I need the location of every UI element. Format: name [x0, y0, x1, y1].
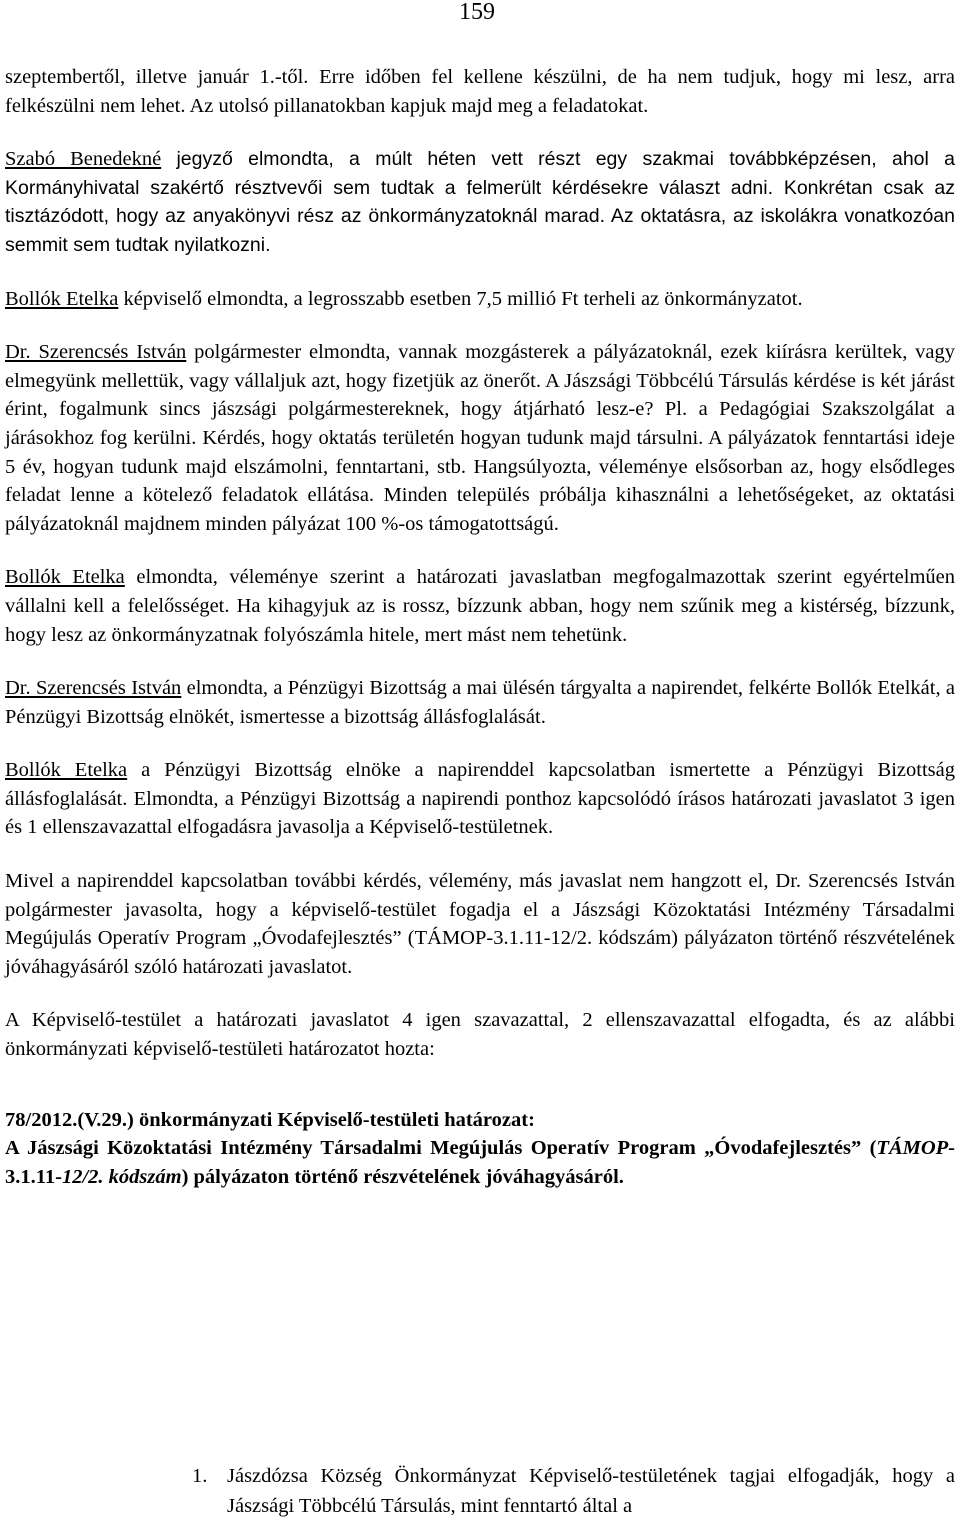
paragraph: [5, 1006, 955, 1063]
paragraph: [5, 563, 955, 649]
page-number: 159: [459, 0, 495, 25]
paragraph-text: a Pénzügyi Bizottság elnöke a napirenddel kapcsolatban ismertette a Pénzügyi Bizottság állásfoglalását. Elmondta, a Pénzügyi Bizottság a napirendi ponthoz kapcsolódó írásos határozati javaslatot 3 igen és 1 ellenszavazattal elfogadásra javasolja a Képviselő-testületnek.: [5, 759, 955, 839]
speaker-name: Szerencsés István: [38, 341, 187, 364]
paragraph: [5, 145, 955, 259]
paragraph-text: elmondta, a Pénzügyi Bizottság a mai ülésén tárgyalta a napirendet, felkérte Bollók Etelkát, a Pénzügyi Bizottság elnökét, ismertesse a bizottság állásfoglalását.: [5, 677, 956, 728]
speaker-prefix: Dr.: [5, 341, 39, 364]
resolution-title: [5, 1134, 955, 1191]
paragraph: [5, 338, 955, 538]
paragraph: [5, 756, 955, 842]
speaker-name: Szabó Benedekné: [5, 148, 162, 171]
speaker-name: Bollók Etelka: [5, 287, 119, 310]
paragraph-text: képviselő elmondta, a legrosszabb esetben 7,5 millió Ft terheli az önkormányzatot.: [118, 287, 803, 310]
list-item-number: 1.: [192, 1465, 208, 1487]
resolution-block: [5, 1106, 955, 1192]
resolution-title-part: A Jászsági Közoktatási Intézmény Társadalmi Megújulás Operatív Program „Óvodafejlesztés” (: [5, 1137, 877, 1160]
paragraph-text: jegyző elmondta, a múlt héten vett részt egy szakmai továbbképzésen, ahol a Kormányhivatal szakértő résztvevői sem tudtak a felmerült kérdésekre választ adni. Konkrétan csak az tisztázódott, hogy az anyakönyvi rész az önkormányzatoknál marad. Az oktatásra, az iskolákra vonatkozóan semmit sem tudtak nyilatkozni.: [5, 148, 955, 256]
paragraph: [5, 285, 955, 314]
list-item-text: Jászdózsa Község Önkormányzat Képviselő-testületének tagjai elfogadják, hogy a Jászsági Többcélú Társulás, mint fenntartó által a: [227, 1465, 955, 1517]
paragraph-text: A Képviselő-testület a határozati javaslatot 4 igen szavazattal, 2 ellenszavazattal elfogadta, és az alábbi önkormányzati képviselő-testületi határozatot hozta:: [5, 1009, 955, 1061]
document-body: [5, 63, 955, 1191]
speaker-name: Bollók Etelka: [5, 759, 128, 782]
resolution-title-part: -3.1.11-: [5, 1137, 955, 1188]
paragraph-text: szeptembertől, illetve január 1.-től. Erre időben fel kellene készülni, de ha nem tudjuk, hogy mi lesz, arra felkészülni nem lehet. Az utolsó pillanatokban kapjuk majd meg a feladatokat.: [5, 66, 955, 117]
paragraph-text: Mivel a napirenddel kapcsolatban további kérdés, vélemény, más javaslat nem hangzott el, Dr. Szerencsés István polgármester javasolta, hogy a képviselő-testület fogadja el a Jászsági Közoktatási Intézmény Társadalmi Megújulás Operatív Program „Óvodafejlesztés” (TÁMOP-3.1.11-12/2. kódszám) pályázaton történő részvételének jóváhagyásáról szóló határozati javaslatot.: [5, 870, 955, 978]
speaker-prefix: Dr.: [5, 677, 36, 700]
resolution-title-italic: 12/2. kódszám: [61, 1165, 182, 1188]
resolution-title-part: ) pályázaton történő részvételének jóváhagyásáról.: [181, 1165, 624, 1188]
list-item: [192, 1461, 955, 1521]
resolution-heading: 78/2012.(V.29.) önkormányzati Képviselő-testületi határozat:: [5, 1108, 535, 1131]
paragraph: [5, 867, 955, 981]
speaker-name: Szerencsés István: [35, 677, 182, 700]
paragraph-text: elmondta, véleménye szerint a határozati javaslatban megfogalmazottak szerint egyértelműen vállalni kell a felelősséget. Ha kihagyjuk az is rossz, bízzunk abban, hogy nem szűnik meg a kistérség, bízzunk, hogy lesz az önkormányzatnak folyószámla hitele, mert mást nem tehetünk.: [5, 566, 955, 646]
paragraph: [5, 674, 955, 731]
paragraph: [5, 63, 955, 120]
resolution-title-italic: TÁMOP: [876, 1137, 949, 1160]
paragraph-text: polgármester elmondta, vannak mozgásterek a pályázatoknál, ezek kiírásra kerültek, vagy elmegyünk mellettük, vagy vállaljuk azt, hogy fizetjük az önerőt. A Jászsági Többcélú Társulás kérdése is két járást érint, fogalmunk sincs jászsági polgármestereknek, hogy átjárható lesz-e? Pl. a Pedagógiai Szakszolgálat a járásokhoz fog kerülni. Kérdés, hogy oktatás területén hogyan tudunk majd társulni. A pályázatok fenntartási ideje 5 év, hogyan tudunk majd elszámolni, fenntartani, stb. Hangsúlyozta, véleménye elsősorban az, hogy elsődleges feladat lenne a kötelező feladatok ellátása. Minden település próbálja kihasználni a lehetőségeket, az oktatási pályázatoknál majdnem minden pályázat 100 %-os támogatottságú.: [5, 341, 955, 535]
speaker-name: Bollók Etelka: [5, 566, 125, 589]
